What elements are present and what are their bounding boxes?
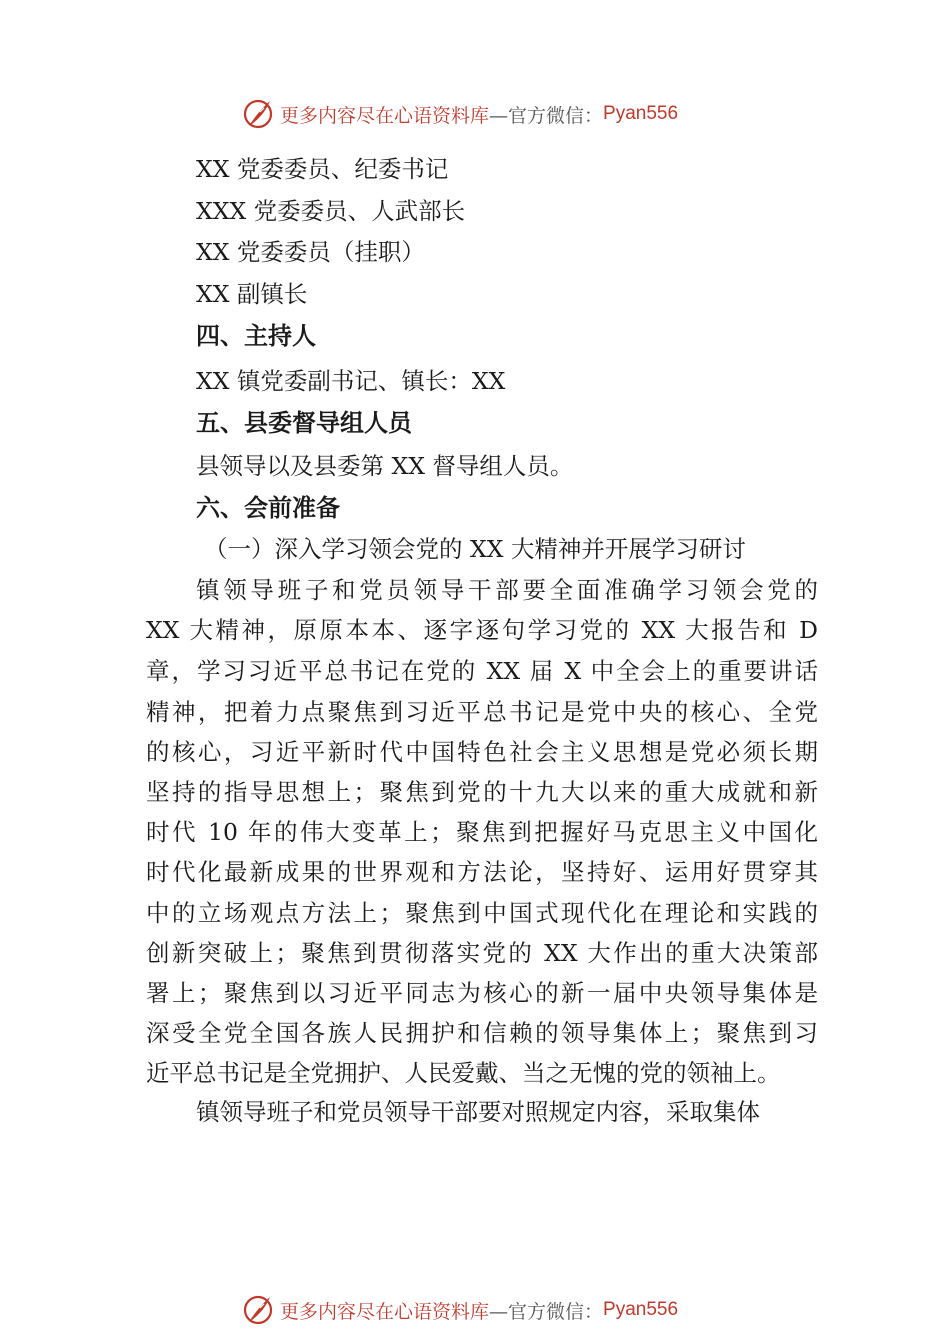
para1-line: 精神，把着力点聚焦到习近平总书记是党中央的核心、全党: [146, 698, 818, 726]
para1-line: XX 大精神，原原本本、逐字逐句学习党的 XX 大报告和 D: [146, 616, 818, 644]
watermark-wechat-id: Pyan556: [603, 1299, 679, 1320]
member-line-1: XX 党委委员、纪委书记: [196, 155, 449, 183]
quill-logo-icon: [240, 1292, 276, 1328]
watermark-title: 更多内容尽在心语资料库: [280, 104, 490, 127]
para1-line: 坚持的指导思想上；聚焦到党的十九大以来的重大成就和新: [146, 778, 818, 806]
watermark-wechat-id: Pyan556: [603, 103, 679, 124]
para1-line: 章，学习习近平总书记在党的 XX 届 X 中全会上的重要讲话: [146, 657, 818, 685]
watermark-title: 更多内容尽在心语资料库: [280, 1300, 490, 1323]
para1-line: 时代 10 年的伟大变革上；聚焦到把握好马克思主义中国化: [146, 818, 818, 846]
member-line-4: XX 副镇长: [196, 280, 308, 308]
header-watermark: [240, 94, 760, 134]
para1-line: 近平总书记是全党拥护、人民爱戴、当之无愧的党的领袖上。: [146, 1059, 781, 1087]
footer-watermark: [240, 1290, 760, 1330]
para1-line: 镇领导班子和党员领导干部要全面准确学习领会党的: [196, 576, 818, 604]
para1-line: 时代化最新成果的世界观和方法论，坚持好、运用好贯穿其: [146, 858, 818, 886]
member-line-3: XX 党委委员（挂职）: [196, 238, 425, 266]
watermark-wechat-label: —官方微信：: [489, 104, 604, 127]
para1-line: 中的立场观点方法上；聚焦到中国式现代化在理论和实践的: [146, 899, 818, 927]
section-heading-host: 四、主持人: [196, 322, 316, 350]
host-line: XX 镇党委副书记、镇长：XX: [196, 367, 506, 395]
para1-line: 署上；聚焦到以习近平同志为核心的新一届中央领导集体是: [146, 979, 818, 1007]
quill-logo-icon: [240, 96, 276, 132]
section-heading-preparation: 六、会前准备: [196, 494, 340, 522]
subsection-heading-study: （一）深入学习领会党的 XX 大精神并开展学习研讨: [204, 535, 746, 563]
para1-line: 深受全党全国各族人民拥护和信赖的领导集体上；聚焦到习: [146, 1019, 818, 1047]
watermark-wechat-label: —官方微信：: [489, 1300, 604, 1323]
para1-line: 创新突破上；聚焦到贯彻落实党的 XX 大作出的重大决策部: [146, 939, 818, 967]
para2-line: 镇领导班子和党员领导干部要对照规定内容，采取集体: [196, 1098, 760, 1126]
para1-line: 的核心，习近平新时代中国特色社会主义思想是党必须长期: [146, 738, 818, 766]
section-heading-supervision: 五、县委督导组人员: [196, 409, 412, 437]
member-line-2: XXX 党委委员、人武部长: [196, 197, 466, 225]
supervision-line: 县领导以及县委第 XX 督导组人员。: [196, 452, 574, 480]
